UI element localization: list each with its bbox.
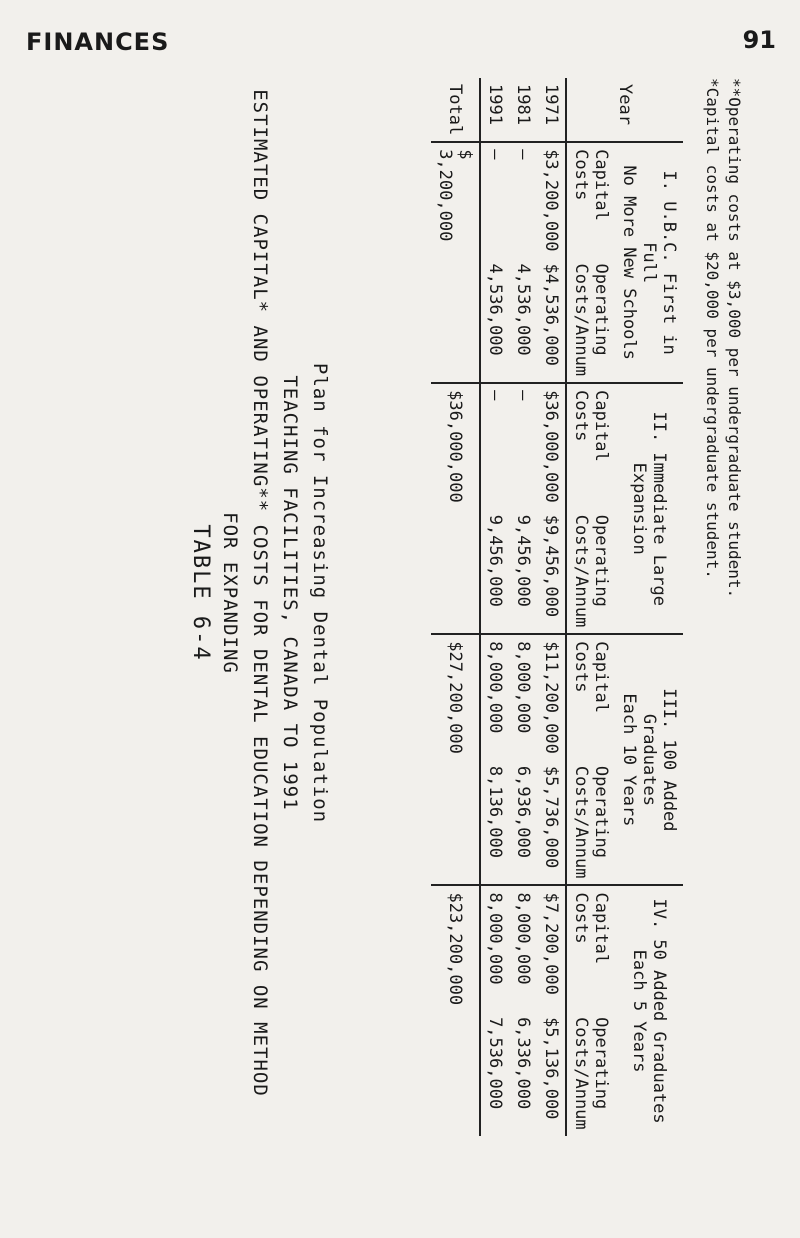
footnotes — [701, 78, 745, 598]
col-operating: Operating Costs/Annum — [571, 1017, 611, 1130]
col-operating: Operating Costs/Annum — [571, 765, 611, 879]
table-row — [480, 78, 509, 1136]
cell: 7,536,000 — [485, 1017, 505, 1110]
row-year: 1981 — [513, 84, 533, 125]
table-title-line-1: ESTIMATED CAPITAL* AND OPERATING** COSTS FOR DENTAL EDUCATION DEPENDING ON METHOD FOR EXPANDING — [219, 89, 271, 1097]
table-caption — [185, 78, 335, 1108]
total-label: Total — [445, 84, 465, 136]
total-cell: $36,000,000 — [431, 383, 480, 509]
col-capital: Capital Costs — [566, 885, 615, 1011]
section-header: FINANCES — [26, 28, 170, 56]
plan-4-header: IV. 50 Added Graduates Each 5 Years — [615, 885, 683, 1135]
cell: — — [509, 142, 537, 257]
col-capital: Capital Costs — [566, 142, 615, 257]
cell: $36,000,000 — [537, 383, 566, 509]
row-year: 1991 — [485, 84, 505, 125]
total-row — [431, 78, 480, 1136]
cell: 6,936,000 — [513, 765, 533, 859]
cell: $3,200,000 — [537, 142, 566, 257]
total-cell — [431, 258, 480, 384]
cell: 8,000,000 — [509, 634, 537, 760]
col-capital: Capital Costs — [566, 634, 615, 760]
cell: $5,736,000 — [541, 765, 561, 869]
total-cell: $23,200,000 — [431, 885, 480, 1011]
total-cell — [431, 760, 480, 886]
cell: $11,200,000 — [537, 634, 566, 760]
col-operating: Operating Costs/Annum — [571, 263, 611, 377]
cell: 8,136,000 — [485, 765, 505, 859]
cell: 8,000,000 — [509, 885, 537, 1011]
cell: 9,456,000 — [485, 514, 505, 607]
cell: $9,456,000 — [541, 514, 561, 618]
col-operating: Operating Costs/Annum — [571, 514, 611, 628]
cell: $4,536,000 — [541, 263, 561, 366]
cell: 4,536,000 — [485, 263, 505, 356]
cost-table — [431, 78, 683, 1136]
total-cell: $ 3,200,000 — [431, 142, 480, 257]
table-row — [509, 78, 537, 1136]
cell: $7,200,000 — [537, 885, 566, 1011]
page-number: 91 — [742, 26, 776, 54]
plan-2-header: II. Immediate Large Expansion — [615, 383, 683, 634]
table-label: TABLE 6-4 — [188, 524, 213, 662]
row-year: 1971 — [541, 84, 561, 125]
plan-1-header: I. U.B.C. First in Full No More New Schools — [615, 142, 683, 383]
cell: 8,000,000 — [480, 885, 509, 1011]
cell: 4,536,000 — [513, 263, 533, 356]
cell: — — [509, 383, 537, 509]
plan-3-header: III. 100 Added Graduates Each 10 Years — [615, 634, 683, 885]
table-title-line-2: TEACHING FACILITIES, CANADA TO 1991 — [279, 375, 301, 811]
cell: $5,136,000 — [541, 1017, 561, 1120]
cell: 6,336,000 — [513, 1017, 533, 1110]
total-cell — [431, 509, 480, 635]
cell: — — [480, 383, 509, 509]
col-capital: Capital Costs — [566, 383, 615, 509]
cell: 9,456,000 — [513, 514, 533, 607]
cell: 8,000,000 — [480, 634, 509, 760]
footnote-capital: *Capital costs at $20,000 per undergraduate student. — [703, 78, 722, 579]
footnote-operating: **Operating costs at $3,000 per undergraduate student. — [725, 78, 744, 599]
table-row — [537, 78, 566, 1136]
rotated-table-block — [40, 78, 745, 1208]
total-cell: $27,200,000 — [431, 634, 480, 760]
year-header: Year — [615, 84, 635, 125]
table-subtitle: Plan for Increasing Dental Population — [309, 362, 331, 824]
total-cell — [431, 1011, 480, 1136]
cell: — — [480, 142, 509, 257]
